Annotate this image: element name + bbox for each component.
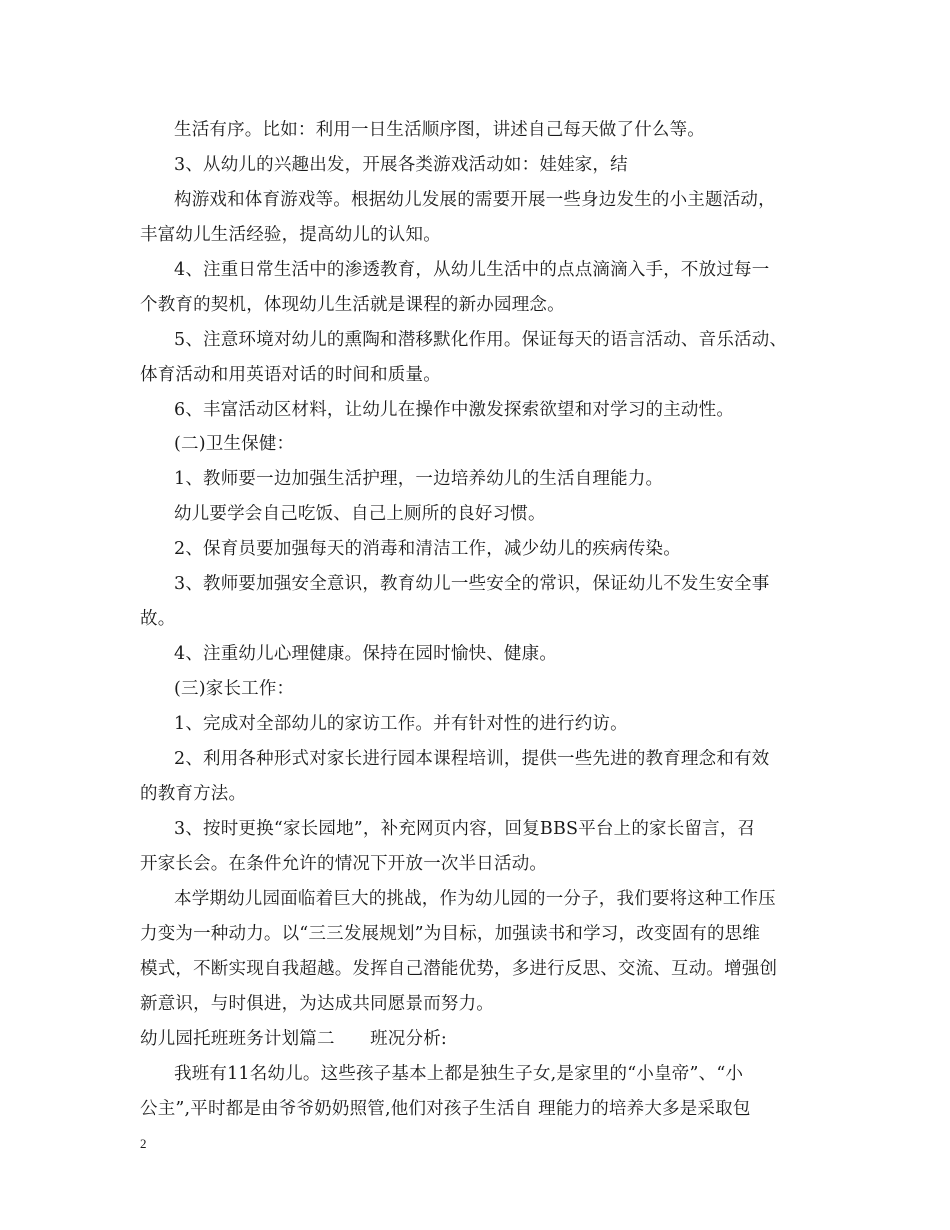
- text-line: 新意识，与时俱进，为达成共同愿景而努力。: [140, 994, 494, 1014]
- text-line: 6、丰富活动区材料，让幼儿在操作中激发探索欲望和对学习的主动性。: [174, 400, 735, 420]
- text-line: 个教育的契机，体现幼儿生活就是课程的新办园理念。: [140, 295, 565, 315]
- text-line: 本学期幼儿园面临着巨大的挑战，作为幼儿园的一分子，我们要将这种工作压: [174, 889, 776, 909]
- text-line: 3、从幼儿的兴趣出发，开展各类游戏活动如：娃娃家，结: [174, 155, 628, 175]
- page-number: 2: [140, 1136, 147, 1151]
- text-line: 2、保育员要加强每天的消毒和清洁工作，减少幼儿的疾病传染。: [174, 539, 681, 559]
- text-line: 生活有序。比如：利用一日生活顺序图，讲述自己每天做了什么等。: [174, 120, 705, 140]
- text-line: 幼儿要学会自己吃饭、自己上厕所的良好习惯。: [174, 504, 546, 524]
- text-line: 的教育方法。: [140, 784, 247, 804]
- text-line: 3、教师要加强安全意识，教育幼儿一些安全的常识，保证幼儿不发生安全事: [174, 574, 770, 594]
- text-line: 3、按时更换“家长园地”，补充网页内容，回复BBS平台上的家长留言，召: [174, 819, 756, 839]
- section-heading: (二)卫生保健：: [174, 434, 295, 454]
- text-line: 公主”,平时都是由爷爷奶奶照管,他们对孩子生活自 理能力的培养大多是采取包: [140, 1099, 751, 1119]
- text-line: 丰富幼儿生活经验，提高幼儿的认知。: [140, 225, 441, 245]
- text-line: 构游戏和体育游戏等。根据幼儿发展的需要开展一些身边发生的小主题活动，: [174, 190, 776, 210]
- text-line: 模式，不断实现自我超越。发挥自己潜能优势，多进行反思、交流、互动。增强创: [140, 959, 778, 979]
- text-line: 故。: [140, 609, 176, 629]
- section-title: 幼儿园托班班务计划篇二 班况分析:: [140, 1029, 447, 1049]
- text-line: 2、利用各种形式对家长进行园本课程培训，提供一些先进的教育理念和有效: [174, 749, 770, 769]
- section-heading: (三)家长工作：: [174, 679, 295, 699]
- text-line: 1、完成对全部幼儿的家访工作。并有针对性的进行约访。: [174, 714, 628, 734]
- text-line: 5、注意环境对幼儿的熏陶和潜移默化作用。保证每天的语言活动、音乐活动、: [174, 330, 788, 350]
- text-line: 我班有11名幼儿。这些孩子基本上都是独生子女,是家里的“小皇帝”、“小: [174, 1064, 744, 1084]
- text-line: 4、注重日常生活中的渗透教育，从幼儿生活中的点点滴滴入手，不放过每一: [174, 260, 770, 280]
- text-line: 开家长会。在条件允许的情况下开放一次半日活动。: [140, 854, 548, 874]
- text-line: 体育活动和用英语对话的时间和质量。: [140, 365, 441, 385]
- text-line: 1、教师要一边加强生活护理，一边培养幼儿的生活自理能力。: [174, 469, 664, 489]
- text-line: 4、注重幼儿心理健康。保持在园时愉快、健康。: [174, 644, 558, 664]
- text-line: 力变为一种动力。以“三三发展规划”为目标，加强读书和学习，改变固有的思维: [140, 924, 761, 944]
